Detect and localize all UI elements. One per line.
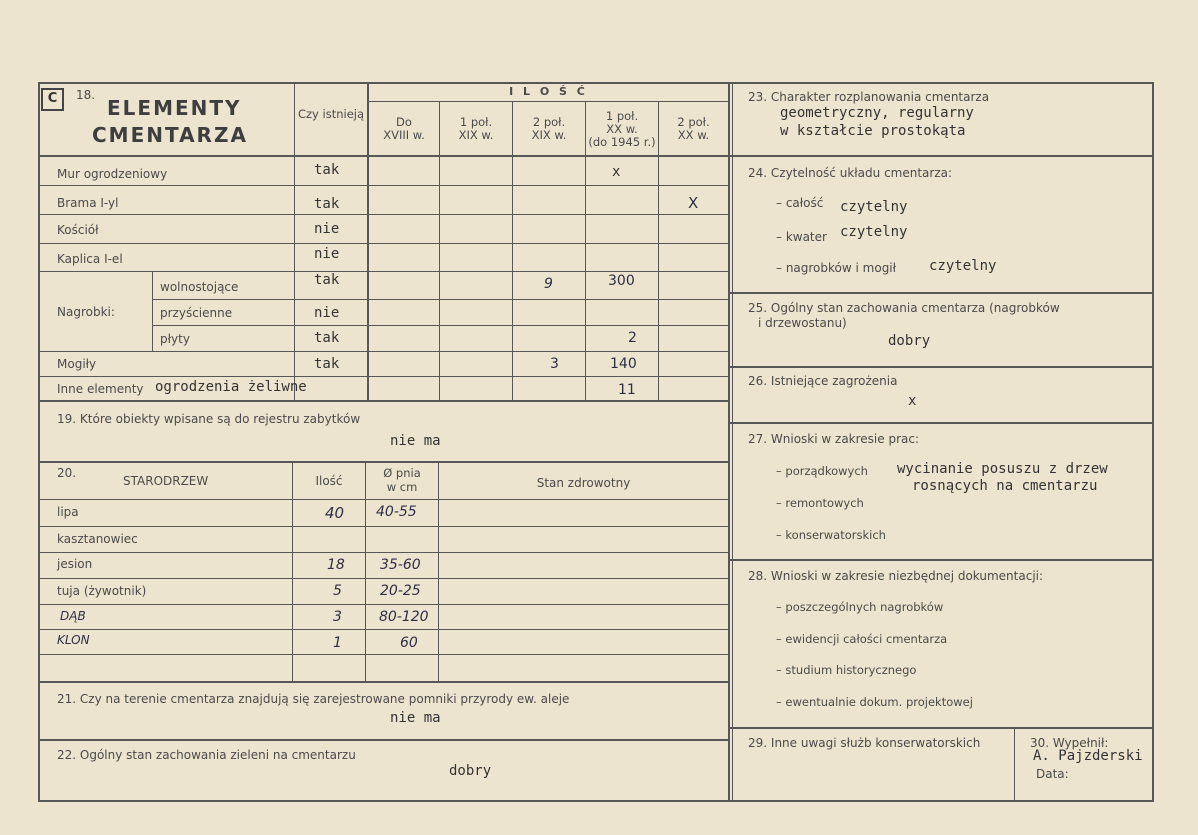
tree-count-dab: 3 [333, 609, 342, 625]
frame-left [38, 82, 40, 802]
hline [38, 552, 728, 553]
q28-item-4: – ewentualnie dokum. projektowej [776, 695, 973, 709]
hline [730, 155, 1152, 157]
hline [38, 400, 728, 402]
q19-value: nie ma [390, 433, 441, 449]
frame-right [1152, 82, 1154, 802]
tree-diam-jesion: 35-60 [380, 557, 421, 573]
q30-value: A. Pajzderski [1033, 748, 1143, 764]
tree-name-lipa: lipa [57, 505, 79, 519]
col-label: Do [396, 115, 412, 129]
value-plyty-exists: tak [314, 330, 340, 346]
tree-diam-dab: 80-120 [379, 609, 429, 625]
q28-item-2: – ewidencji całości cmentarza [776, 632, 948, 646]
hline [730, 366, 1152, 368]
col-label: XX w. [677, 128, 710, 142]
hline [38, 185, 728, 186]
frame-bottom [38, 800, 1154, 802]
value-przyscienne-exists: nie [314, 305, 340, 321]
row-label-kaplica: Kaplica I-el [57, 252, 123, 266]
sub-przyscienne: przyścienne [160, 306, 233, 320]
q21-value: nie ma [390, 710, 441, 726]
hline [730, 422, 1152, 424]
row-label-mur: Mur ogrodzeniowy [57, 167, 168, 181]
hline [38, 271, 728, 272]
hline [730, 559, 1152, 561]
hline [38, 499, 728, 500]
row-label-brama: Brama I-yl [57, 196, 119, 210]
q26-value: x [908, 393, 917, 409]
col-do-xviii [369, 116, 439, 142]
col-label: w cm [386, 480, 418, 494]
hline [730, 292, 1152, 294]
col-xx-1 [586, 110, 658, 149]
title-cmentarza: CMENTARZA [92, 123, 248, 147]
hline [152, 325, 728, 326]
value-mogily-exists: tak [314, 356, 340, 372]
q25-label-1: 25. Ogólny stan zachowania cmentarza (nagrobków [748, 301, 1060, 315]
q23-value-2: w kształcie prostokąta [780, 123, 966, 139]
frame-middle [728, 82, 730, 802]
q21-label: 21. Czy na terenie cmentarza znajdują się zarejestrowane pomniki przyrody ew. aleje [57, 692, 570, 706]
q23-value-1: geometryczny, regularny [780, 105, 974, 121]
frame-middle-2 [732, 82, 733, 802]
hline [38, 578, 728, 579]
hline [38, 681, 728, 683]
value-brama-exists: tak [314, 196, 340, 212]
q20-col-pnia [366, 466, 438, 494]
q27-item-remontowych: – remontowych [776, 496, 864, 510]
hline [38, 376, 728, 377]
value-mur-exists: tak [314, 162, 340, 178]
sub-plyty: płyty [160, 332, 190, 346]
hline [38, 243, 728, 244]
vline [438, 463, 439, 681]
hline [38, 654, 728, 655]
q24-label: 24. Czytelność układu cmentarza: [748, 166, 953, 180]
tree-diam-lipa: 40-55 [376, 504, 417, 520]
col-xix-2 [513, 116, 585, 142]
hline [368, 101, 728, 102]
value-wolnostojace-xix2: 9 [544, 276, 553, 292]
col-xx-2 [659, 116, 728, 142]
value-mogily-xx1: 140 [610, 356, 637, 372]
value-kaplica-exists: nie [314, 246, 340, 262]
q27-item-porzadkowych: – porządkowych [776, 464, 868, 478]
q28-item-3: – studium historycznego [776, 663, 917, 677]
q20-number: 20. [57, 466, 77, 480]
hline [38, 155, 728, 157]
row-label-inne: Inne elementy [57, 382, 144, 396]
vline [512, 101, 513, 400]
q20-col-stan: Stan zdrowotny [536, 476, 631, 490]
hline [38, 351, 728, 352]
q23-label: 23. Charakter rozplanowania cmentarza [748, 90, 990, 104]
q20-col-ilosc: Ilość [315, 474, 343, 488]
title-elementy: ELEMENTY [107, 96, 242, 120]
col-xix-1 [440, 116, 512, 142]
vline [439, 101, 440, 400]
q27-item-konserwatorskich: – konserwatorskich [776, 528, 886, 542]
q24-item-calosc: – całość [776, 196, 824, 210]
hline [152, 299, 728, 300]
tree-count-klon: 1 [333, 635, 342, 651]
q22-value: dobry [449, 763, 492, 779]
vline [365, 463, 366, 681]
q24-value-nagrobkow: czytelny [929, 258, 997, 274]
col-label: (do 1945 r.) [588, 135, 656, 149]
value-kosciol-exists: nie [314, 221, 340, 237]
q24-value-calosc: czytelny [840, 199, 908, 215]
hline [38, 461, 728, 463]
hline [38, 526, 728, 527]
section-letter-box: C [41, 88, 64, 111]
tree-name-dab: DĄB [60, 609, 86, 623]
frame-top [38, 82, 1154, 84]
q25-value: dobry [888, 333, 931, 349]
value-wolnostojace-xx1: 300 [608, 273, 635, 289]
value-mur-xx1: x [612, 164, 621, 180]
vline [1014, 727, 1015, 801]
hline [38, 214, 728, 215]
hline [38, 604, 728, 605]
q19-label: 19. Które obiekty wpisane są do rejestru zabytków [57, 412, 361, 426]
q22-label: 22. Ogólny stan zachowania zieleni na cmentarzu [57, 748, 356, 762]
hline [38, 629, 728, 630]
q28-item-1: – poszczególnych nagrobków [776, 600, 944, 614]
row-label-mogily: Mogiły [57, 357, 97, 371]
tree-name-kasztanowiec: kasztanowiec [57, 532, 138, 546]
q25-label-2: i drzewostanu) [758, 316, 847, 330]
value-inne-xx1: 11 [618, 382, 636, 398]
q20-header: STARODRZEW [123, 474, 209, 488]
tree-count-tuja: 5 [333, 583, 342, 599]
sub-wolnostojace: wolnostojące [160, 280, 239, 294]
q27-label: 27. Wnioski w zakresie prac: [748, 432, 920, 446]
col-label: 2 poł. [677, 115, 710, 129]
tree-count-jesion: 18 [327, 557, 345, 573]
col-label: 1 poł. [605, 109, 639, 123]
col-czy-istnieja: Czy istnieją [297, 107, 365, 121]
q26-label: 26. Istniejące zagrożenia [748, 374, 898, 388]
col-label: 1 poł. [459, 115, 493, 129]
q27-value-2: rosnących na cmentarzu [912, 478, 1098, 494]
col-label: XIX w. [531, 128, 567, 142]
value-wolnostojace-exists: tak [314, 272, 340, 288]
row-label-kosciol: Kościół [57, 223, 99, 237]
q30-label: 30. Wypełnił: [1030, 736, 1109, 750]
tree-name-jesion: jesion [57, 557, 93, 571]
tree-count-lipa: 40 [325, 504, 345, 522]
col-ilosc: I L O Ś Ć [509, 85, 588, 98]
vline [152, 271, 153, 351]
q24-item-nagrobkow: – nagrobków i mogił [776, 261, 897, 275]
tree-diam-klon: 60 [400, 635, 418, 651]
tree-diam-tuja: 20-25 [380, 583, 421, 599]
q27-value-1: wycinanie posuszu z drzew [897, 461, 1108, 477]
col-label: XVIII w. [383, 128, 425, 142]
vline [294, 82, 295, 400]
col-label: XIX w. [458, 128, 494, 142]
hline [38, 739, 728, 741]
q29-label: 29. Inne uwagi służb konserwatorskich [748, 736, 981, 750]
value-plyty-xx1: 2 [628, 330, 637, 346]
col-label: Ø pnia [383, 466, 421, 480]
row-label-nagrobki: Nagrobki: [57, 305, 115, 319]
col-label: XX w. [606, 122, 638, 136]
hline [730, 727, 1152, 729]
value-brama-xx2: X [688, 194, 699, 212]
value-mogily-xix2: 3 [550, 356, 559, 372]
q30-date-label: Data: [1036, 767, 1069, 781]
vline [292, 463, 293, 681]
tree-name-klon: KLON [57, 633, 90, 647]
q24-value-kwater: czytelny [840, 224, 908, 240]
q28-label: 28. Wnioski w zakresie niezbędnej dokumentacji: [748, 569, 1044, 583]
value-inne: ogrodzenia żeliwne [155, 379, 307, 395]
tree-name-tuja: tuja (żywotnik) [57, 584, 147, 598]
vline [658, 101, 659, 400]
q24-item-kwater: – kwater [776, 230, 827, 244]
section-18-number: 18. [76, 88, 96, 102]
col-label: 2 poł. [532, 115, 566, 129]
